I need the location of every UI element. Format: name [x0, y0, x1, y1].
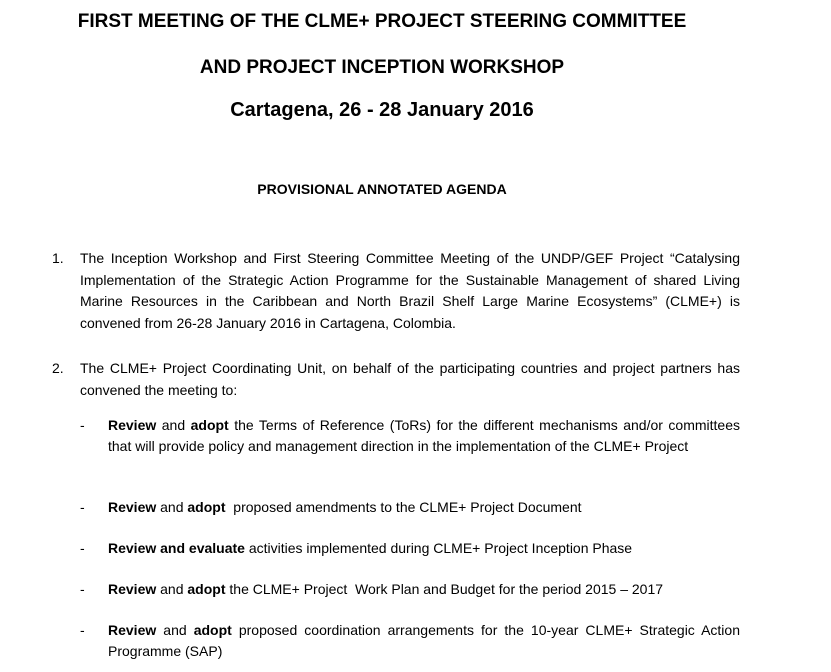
bullet-bold-verb: Review [108, 417, 157, 433]
paragraph-text: The Inception Workshop and First Steering Committee Meeting of the UNDP/GEF Project “Catalysing Implementation of the Strategic Action Programme for the Sustainable Management of shared Living Marine Resources in the Caribbean and North Brazil Shelf Large Marine Ecosystems” (CLME+) is convened from 26-28 January 2016 in Cartagena, Colombia. [80, 250, 740, 331]
bullet-connector: and [156, 581, 188, 597]
bullet-item [108, 538, 740, 559]
bullet-item [108, 415, 740, 457]
bullet-dash: - [80, 581, 85, 597]
paragraph-number: 2. [52, 360, 64, 376]
bullet-bold-verb: adopt [193, 622, 232, 638]
bullet-connector: and [156, 622, 194, 638]
bullet-bold-verb: adopt [190, 417, 229, 433]
bullet-item [108, 579, 740, 600]
document-title-line-1: FIRST MEETING OF THE CLME+ PROJECT STEERING COMMITTEE [77, 11, 687, 32]
bullet-bold-verb: Review [108, 499, 157, 515]
bullet-connector: and [156, 417, 191, 433]
bullet-dash: - [80, 540, 85, 556]
document-title-line-2: AND PROJECT INCEPTION WORKSHOP [199, 57, 565, 78]
agenda-heading: PROVISIONAL ANNOTATED AGENDA [257, 181, 507, 197]
bullet-dash: - [80, 499, 85, 515]
bullet-connector: and [156, 499, 188, 515]
bullet-item [108, 497, 740, 518]
bullet-dash: - [80, 622, 85, 638]
bullet-item [108, 620, 740, 662]
bullet-text: proposed amendments to the CLME+ Project Document [225, 499, 582, 515]
paragraph-number: 1. [52, 250, 64, 266]
bullet-text: the Terms of Reference (ToRs) for the different mechanisms and/or committees that will provide policy and management direction in the implementation of the CLME+ Project [108, 417, 740, 454]
bullet-bold-verb: adopt [187, 581, 226, 597]
paragraph-text: The CLME+ Project Coordinating Unit, on behalf of the participating countries and project partners has convened the meeting to: [80, 360, 740, 398]
bullet-bold-verb: adopt [187, 499, 226, 515]
bullet-bold-verb: Review and evaluate [108, 540, 245, 556]
bullet-text: activities implemented during CLME+ Project Inception Phase [244, 540, 633, 556]
bullet-bold-verb: Review [108, 622, 157, 638]
bullet-text: proposed coordination arrangements for the 10-year CLME+ Strategic Action Programme (SAP) [108, 622, 740, 659]
bullet-text: the CLME+ Project Work Plan and Budget for the period 2015 – 2017 [225, 581, 664, 597]
bullet-dash: - [80, 417, 85, 433]
bullet-bold-verb: Review [108, 581, 157, 597]
document-title-line-3: Cartagena, 26 - 28 January 2016 [230, 99, 534, 121]
